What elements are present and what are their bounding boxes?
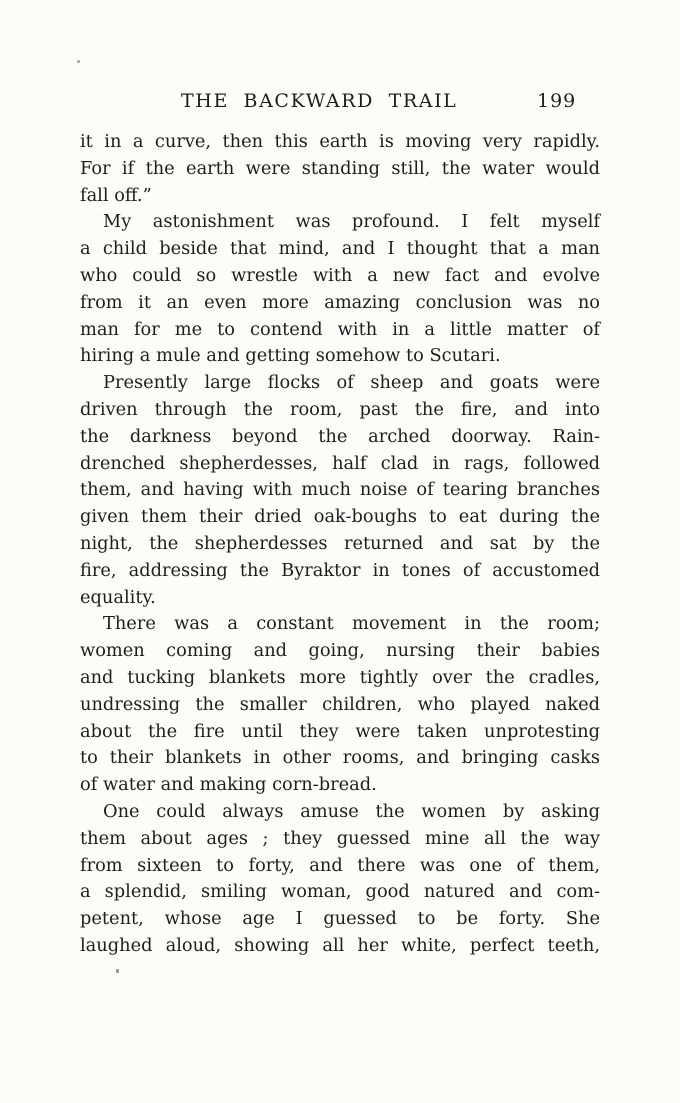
text-line: night, the shepherdesses returned and sat by the: [80, 532, 600, 554]
text-line: of water and making corn-bread.: [80, 774, 377, 796]
text-line: women coming and going, nursing their babies: [80, 640, 600, 662]
text-line: fire, addressing the Byraktor in tones of accustomed: [80, 559, 600, 581]
text-line: it in a curve, then this earth is moving very rapidly.: [80, 131, 600, 152]
text-line: them about ages ; they guessed mine all the way: [80, 827, 600, 849]
page-header: [0, 90, 680, 118]
text-line: Presently large flocks of sheep and goats were: [103, 372, 600, 394]
text-line: One could always amuse the women by asking: [103, 800, 600, 822]
running-title: THE BACKWARD TRAIL: [181, 90, 458, 112]
text-line: from sixteen to forty, and there was one of them,: [80, 854, 600, 876]
page-number: 199: [537, 90, 577, 112]
text-line: For if the earth were standing still, the water would: [80, 157, 600, 179]
text-line: My astonishment was profound. I felt myself: [103, 211, 600, 233]
text-line: and tucking blankets more tightly over the cradles,: [80, 666, 600, 688]
text-line: petent, whose age I guessed to be forty. She: [80, 908, 600, 930]
text-line: a child beside that mind, and I thought that a man: [80, 238, 600, 260]
page-body: [80, 129, 600, 960]
text-line: laughed aloud, showing all her white, perfect teeth,: [80, 934, 600, 956]
text-line: who could so wrestle with a new fact and evolve: [80, 264, 600, 286]
text-line: undressing the smaller children, who played naked: [80, 693, 600, 715]
text-line: hiring a mule and getting somehow to Scutari.: [80, 345, 501, 367]
scan-speck: [77, 60, 80, 63]
text-line: There was a constant movement in the room;: [103, 613, 600, 635]
scan-speck: [116, 969, 119, 973]
text-line: to their blankets in other rooms, and bringing casks: [80, 747, 600, 769]
text-line: drenched shepherdesses, half clad in rags, followed: [80, 452, 600, 474]
text-line: a splendid, smiling woman, good natured and com-: [80, 881, 600, 903]
text-line: about the fire until they were taken unprotesting: [80, 720, 600, 742]
text-line: from it an even more amazing conclusion was no: [80, 291, 600, 313]
text-line: given them their dried oak-boughs to eat during the: [80, 506, 600, 528]
text-line: driven through the room, past the fire, and into: [80, 398, 600, 420]
text-line: them, and having with much noise of tearing branches: [80, 479, 600, 501]
text-line: equality.: [80, 586, 156, 608]
text-line: fall off.”: [80, 184, 152, 206]
text-line: man for me to contend with in a little matter of: [80, 318, 600, 340]
text-line: the darkness beyond the arched doorway. Rain-: [80, 425, 600, 447]
